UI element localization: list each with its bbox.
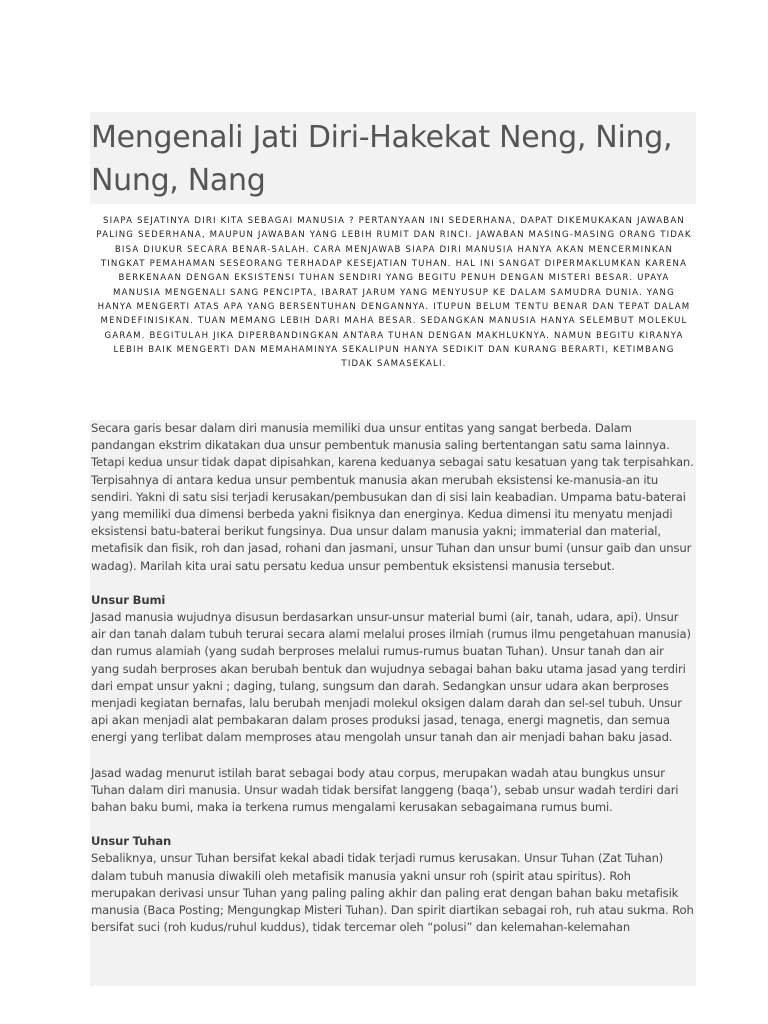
title-block xyxy=(90,112,696,204)
document-abstract: SIAPA SEJATINYA DIRI KITA SEBAGAI MANUSIA ? PERTANYAAN INI SEDERHANA, DAPAT DIKEMUKAKAN JAWABAN PALING SEDERHANA, MAUPUN JAWABAN YANG LEBIH RUMIT DAN RINCI. JAWABAN MASING-MASING ORANG TIDAK BISA DIUKUR SECARA BENAR-SALAH. CARA MENJAWAB SIAPA DIRI MANUSIA HANYA AKAN MENCERMINKAN TINGKAT PEMAHAMAN SESEORANG TERHADAP KESEJATIAN TUHAN. HAL INI SANGAT DIPERMAKLUMKAN KARENA BERKENAAN DENGAN EKSISTENSI TUHAN SENDIRI YANG BEGITU PENUH DENGAN MISTERI BESAR. UPAYA MANUSIA MENGENALI SANG PENCIPTA, IBARAT JARUM YANG MENYUSUP KE DALAM SAMUDRA DUNIA. YANG HANYA MENGERTI ATAS APA YANG BERSENTUHAN DENGANNYA. ITUPUN BELUM TENTU BENAR DAN TEPAT DALAM MENDEFINISIKAN. TUAN MEMANG LEBIH DARI MAHA BESAR. SEDANGKAN MANUSIA HANYA SELEMBUT MOLEKUL GARAM. BEGITULAH JIKA DIPERBANDINGKAN ANTARA TUHAN DENGAN MAKHLUKNYA. NAMUN BEGITU KIRANYA LEBIH BAIK MENGERTI DAN MEMAHAMINYA SEKALIPUN HANYA SEDIKIT DAN KURANG BERARTI, KETIMBANG TIDAK SAMASEKALI. xyxy=(96,216,692,370)
intro-paragraph: Secara garis besar dalam diri manusia memiliki dua unsur entitas yang sangat berbeda. Dalam pandangan ekstrim dikatakan dua unsur pembentuk manusia saling bertentangan satu sama lainnya. Tetapi kedua unsur tidak dapat dipisahkan, karena keduanya sebagai satu kesatuan yang tak terpisahkan. Terpisahnya di antara kedua unsur pembentuk manusia akan merubah eksistensi ke-manusia-an itu sendiri. Yakni di satu sisi terjadi kerusakan/pembusukan dan di sisi lain keabadian. Umpama batu-baterai yang memiliki dua dimensi berbeda yakni fisiknya dan energinya. Kedua dimensi itu menyatu menjadi eksistensi batu-baterai berikut fungsinya. Dua unsur dalam manusia yakni; immaterial dan material, metafisik dan fisik, roh dan jasad, rohani dan jasmani, unsur Tuhan dan unsur bumi (unsur gaib dan unsur wadag). Marilah kita urai satu persatu kedua unsur pembentuk eksistensi manusia tersebut. xyxy=(91,421,694,573)
paragraph-spacer xyxy=(91,816,694,833)
heading-unsur-bumi: Unsur Bumi xyxy=(91,592,166,607)
paragraph-spacer xyxy=(91,747,694,765)
heading-unsur-tuhan: Unsur Tuhan xyxy=(91,834,172,849)
paragraph-jasad-wadag: Jasad wadag menurut istilah barat sebagai body atau corpus, merupakan wadah atau bungkus unsur Tuhan dalam diri manusia. Unsur wadah tidak bersifat langgeng (baqa’), sebab unsur wadah terdiri dari bahan baku bumi, maka ia terkena rumus mengalami kerusakan sebagaimana rumus bumi. xyxy=(91,765,679,815)
document-body xyxy=(90,420,696,986)
paragraph-spacer xyxy=(91,575,694,592)
document-title: Mengenali Jati Diri-Hakekat Neng, Ning, Nung, Nang xyxy=(91,120,673,198)
body-text xyxy=(90,420,696,936)
paragraph-unsur-bumi: Jasad manusia wujudnya disusun berdasarkan unsur-unsur material bumi (air, tanah, udara, api). Unsur air dan tanah dalam tubuh terurai secara alami melalui proses ilmiah (rumus ilmu pengetahuan manusia) dan rumus alamiah (yang sudah berproses melalui rumus-rumus buatan Tuhan). Unsur tanah dan air yang sudah berproses akan berubah bentuk dan wujudnya sebagai bahan baku utama jasad yang terdiri dari empat unsur yakni ; daging, tulang, sungsum dan darah. Sedangkan unsur udara akan berproses menjadi kegiatan bernafas, lalu berubah menjadi molekul oksigen dalam darah dan sel-sel tubuh. Unsur api akan menjadi alat pembakaran dalam proses produksi jasad, tenaga, energi magnetis, dan semua energi yang terlibat dalam memproses atau mengolah unsur tanah dan air menjadi bahan baku jasad. xyxy=(91,610,691,745)
paragraph-unsur-tuhan: Sebaliknya, unsur Tuhan bersifat kekal abadi tidak terjadi rumus kerusakan. Unsur Tuhan (Zat Tuhan) dalam tubuh manusia diwakili oleh metafisik manusia yakni unsur roh (spirit atau spiritus). Roh merupakan derivasi unsur Tuhan yang paling paling akhir dan paling erat dengan bahan baku metafisik manusia (Baca Posting; Mengungkap Misteri Tuhan). Dan spirit diartikan sebagai roh, ruh atau sukma. Roh bersifat suci (roh kudus/ruhul kuddus), tidak tercemar oleh “polusi” dan kelemahan-kelemahan xyxy=(91,851,694,935)
